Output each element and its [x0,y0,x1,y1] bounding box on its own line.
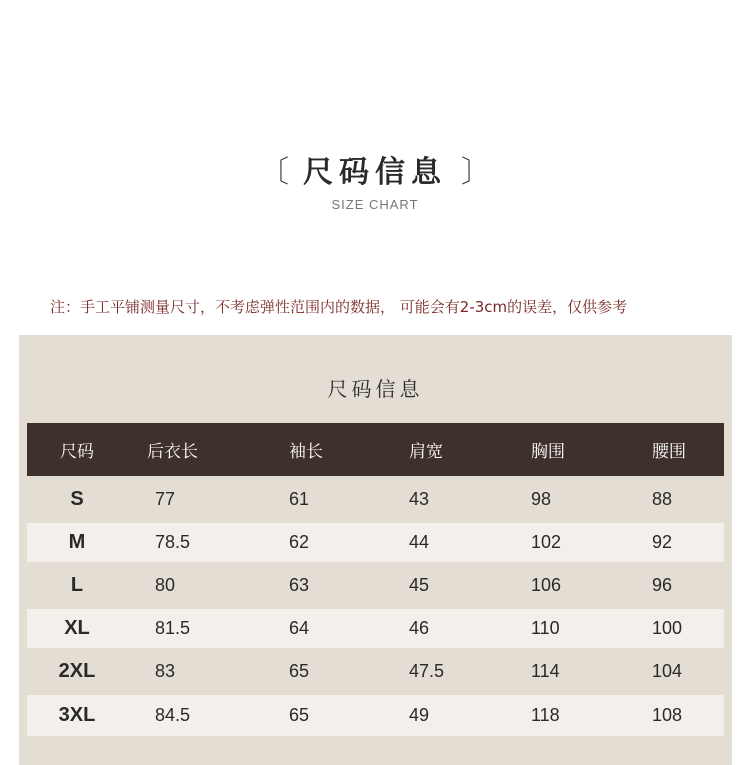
size-label: S [27,478,127,521]
measurement-cell: 61 [267,478,387,521]
page-subtitle: SIZE CHART [331,197,419,212]
measurement-cell: 43 [387,478,509,521]
size-chart-heading [0,147,750,212]
size-label: 2XL [27,650,127,693]
table-title: 尺码信息 [327,377,424,401]
measurement-cell: 63 [267,564,387,607]
column-header: 尺码 [60,442,94,462]
measurement-cell: 88 [630,478,724,521]
table-row [27,693,724,736]
table-row [27,650,724,693]
column-header: 肩宽 [409,442,443,462]
measurement-cell: 78.5 [127,521,267,564]
measurement-cell: 80 [127,564,267,607]
table-header-row [27,423,724,478]
table-row [27,564,724,607]
measurement-cell: 114 [509,650,630,693]
column-header: 腰围 [652,442,686,462]
measurement-cell: 65 [267,693,387,736]
measurement-cell: 92 [630,521,724,564]
measurement-cell: 100 [630,607,724,650]
measurement-note: 注：手工平铺测量尺寸，不考虑弹性范围内的数据， 可能会有2-3cm的误差，仅供参考 [50,298,628,316]
size-label: L [27,564,127,607]
column-header: 袖长 [289,442,323,462]
measurement-cell: 98 [509,478,630,521]
size-table-panel [19,335,732,765]
measurement-cell: 84.5 [127,693,267,736]
measurement-cell: 64 [267,607,387,650]
size-label: M [27,521,127,564]
right-bracket: 〕 [461,155,491,190]
size-table [27,423,724,736]
measurement-cell: 44 [387,521,509,564]
size-label: XL [27,607,127,650]
page-title-text: 尺码信息 [303,155,447,190]
measurement-cell: 77 [127,478,267,521]
measurement-cell: 46 [387,607,509,650]
measurement-cell: 62 [267,521,387,564]
measurement-cell: 65 [267,650,387,693]
size-label: 3XL [27,693,127,736]
column-header: 后衣长 [147,442,198,462]
measurement-cell: 104 [630,650,724,693]
table-row [27,607,724,650]
measurement-cell: 45 [387,564,509,607]
table-row [27,521,724,564]
measurement-cell: 118 [509,693,630,736]
table-row [27,478,724,521]
measurement-cell: 47.5 [387,650,509,693]
column-header: 胸围 [531,442,565,462]
measurement-cell: 108 [630,693,724,736]
measurement-cell: 110 [509,607,630,650]
measurement-cell: 83 [127,650,267,693]
measurement-cell: 96 [630,564,724,607]
measurement-cell: 102 [509,521,630,564]
page-title [259,147,491,191]
measurement-cell: 81.5 [127,607,267,650]
measurement-cell: 106 [509,564,630,607]
measurement-cell: 49 [387,693,509,736]
left-bracket: 〔 [259,155,289,190]
